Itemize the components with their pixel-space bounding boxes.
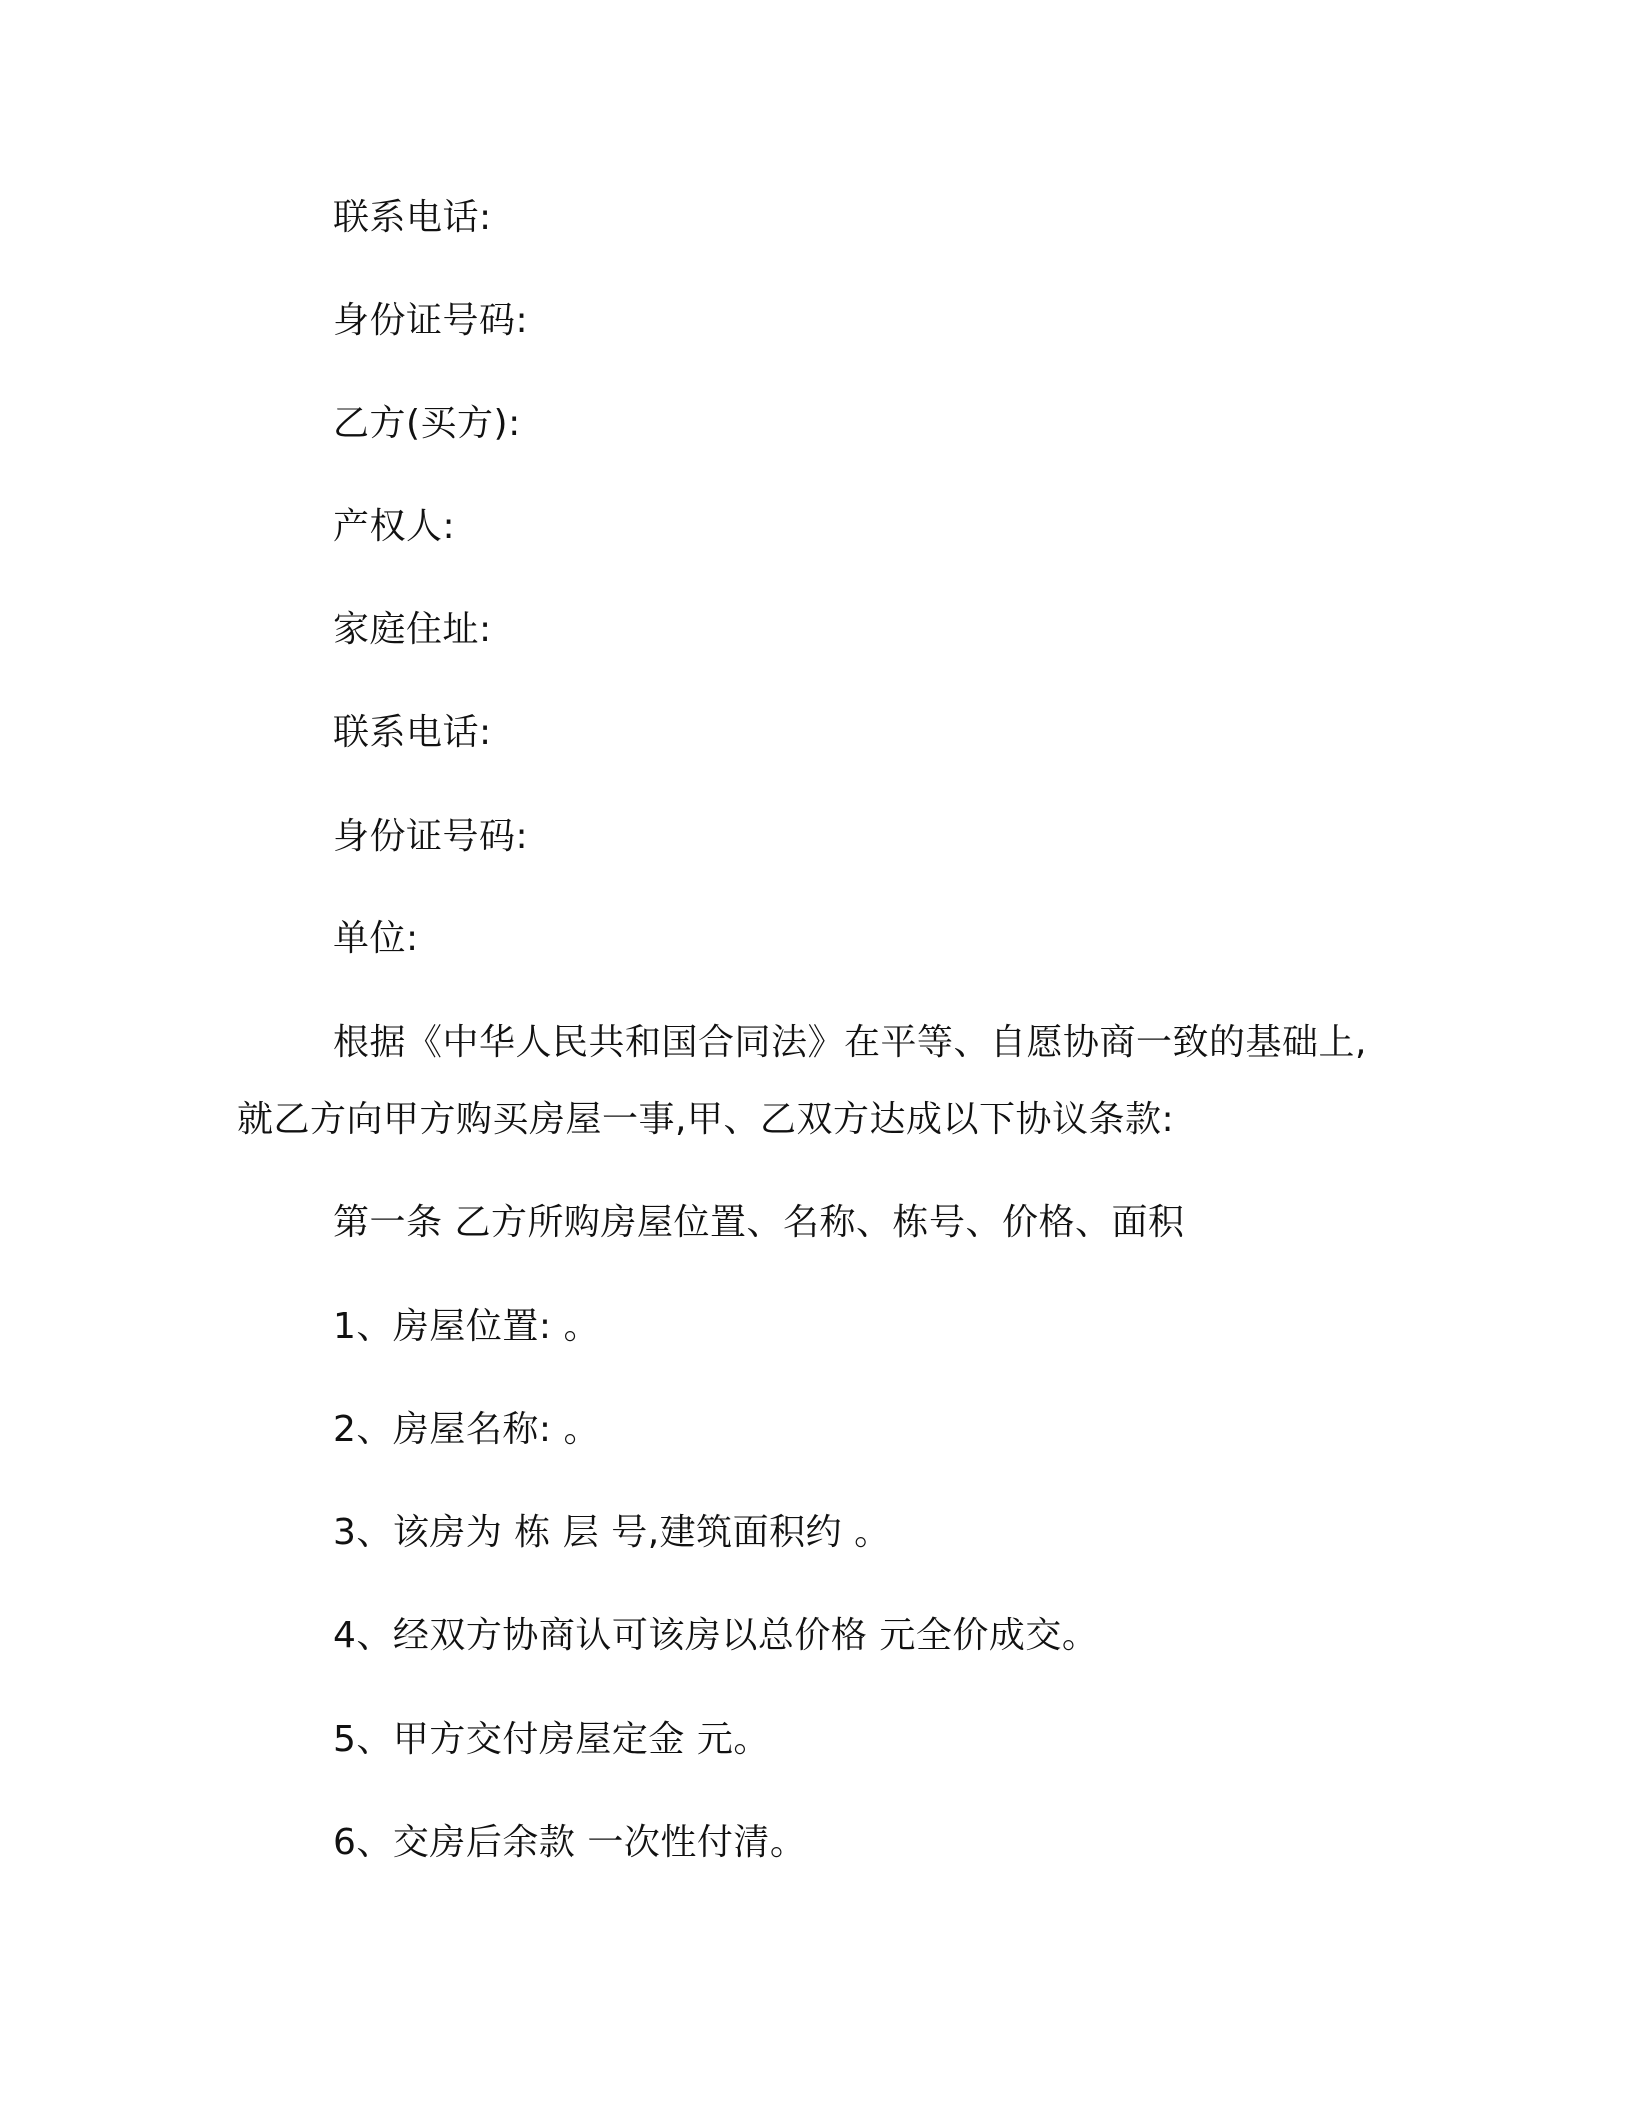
party-b-heading: 乙方(买方): (333, 403, 521, 444)
owner-field: 产权人: (333, 506, 456, 547)
article-1-item: 1、房屋位置: 。 (333, 1306, 600, 1347)
employer-field: 单位: (333, 918, 419, 959)
buyer-phone-field: 联系电话: (333, 712, 492, 753)
article-1-item: 3、该房为 栋 层 号,建筑面积约 。 (333, 1512, 891, 1553)
article-1-item: 2、房屋名称: 。 (333, 1409, 600, 1450)
article-1-heading: 第一条 乙方所购房屋位置、名称、栋号、价格、面积 (333, 1202, 1185, 1243)
home-address-field: 家庭住址: (333, 609, 492, 650)
seller-phone-field: 联系电话: (333, 197, 492, 238)
article-1-item: 5、甲方交付房屋定金 元。 (333, 1719, 770, 1760)
seller-id-number-field: 身份证号码: (333, 300, 529, 341)
article-1-item: 6、交房后余款 一次性付清。 (333, 1822, 807, 1863)
preamble-line-2: 就乙方向甲方购买房屋一事,甲、乙双方达成以下协议条款: (237, 1099, 1175, 1140)
article-1-item: 4、经双方协商认可该房以总价格 元全价成交。 (333, 1615, 1099, 1656)
buyer-id-number-field: 身份证号码: (333, 816, 529, 857)
preamble-line-1: 根据《中华人民共和国合同法》在平等、自愿协商一致的基础上, (333, 1022, 1367, 1063)
